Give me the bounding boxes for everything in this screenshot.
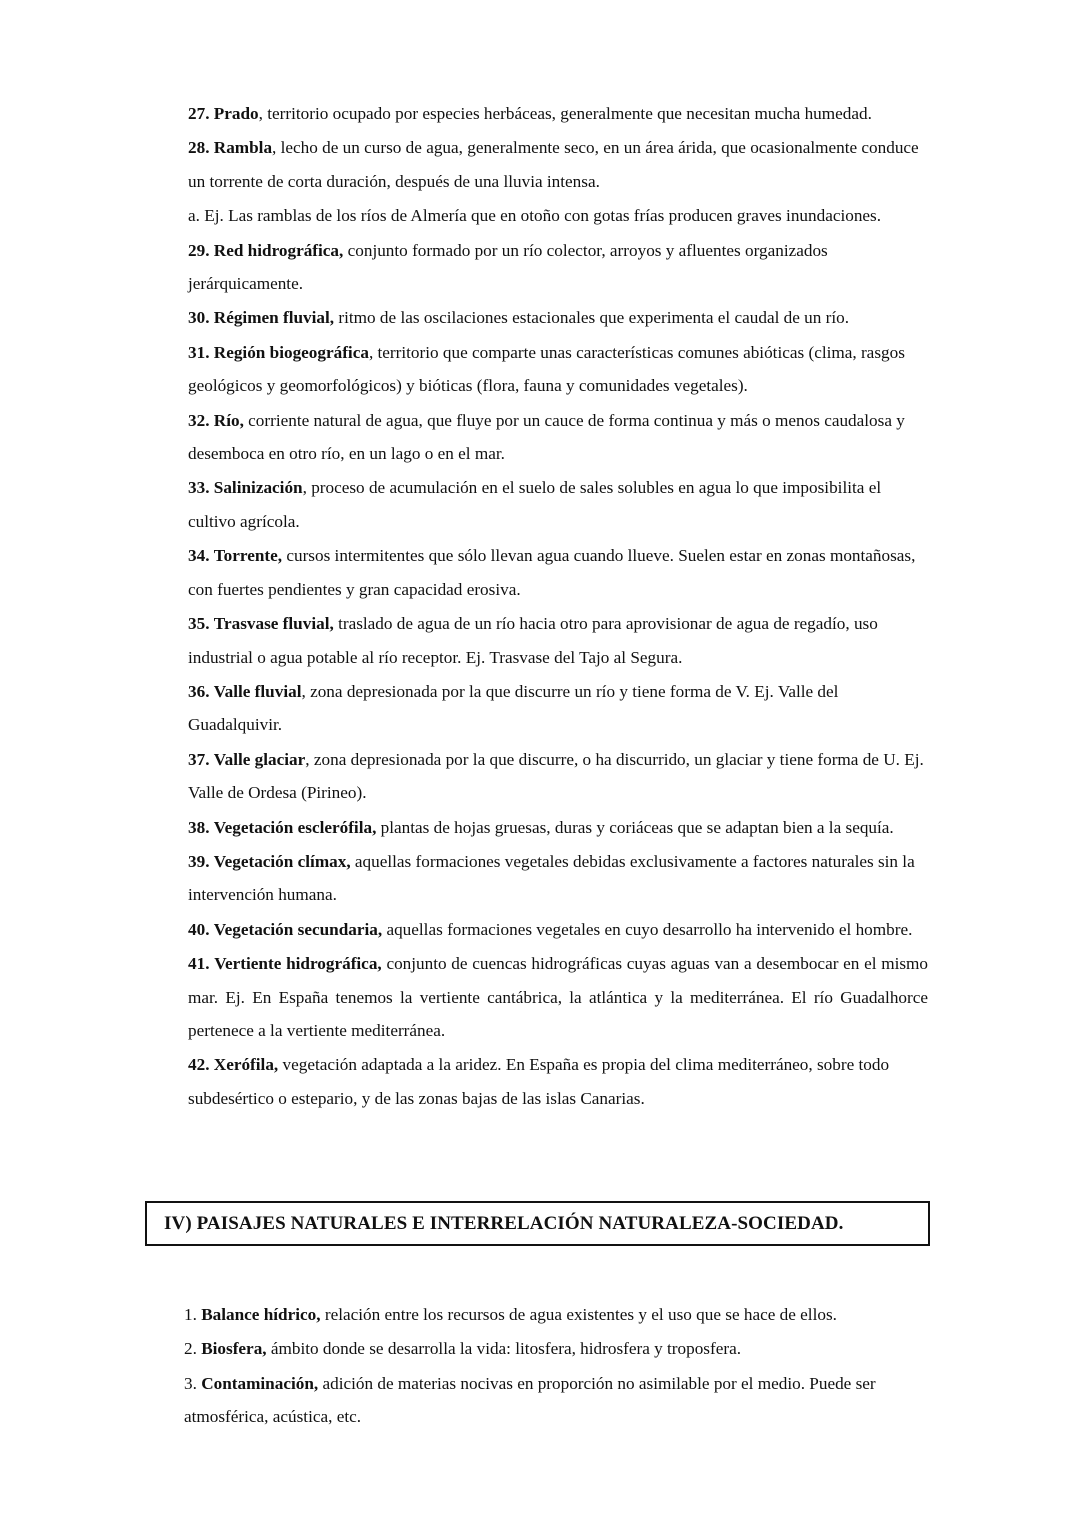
entry-definition: aquellas formaciones vegetales debidas exclusivamente a factores naturales sin la intervención humana. bbox=[188, 851, 915, 905]
entry-term: Vertiente hidrográfica, bbox=[214, 954, 382, 974]
entry-term: Prado bbox=[213, 104, 259, 123]
glossary-entry-39 bbox=[188, 845, 928, 912]
glossary-entry-40 bbox=[188, 913, 928, 946]
entry-definition: traslado de agua de un río hacia otro para aprovisionar de agua de regadío, uso industrial o agua potable al río receptor. Ej. Trasvase del Tajo al Segura. bbox=[188, 614, 878, 667]
entry-definition: cursos intermitentes que sólo llevan agua cuando llueve. Suelen estar en zonas montañosas, con fuertes pendientes y gran capacidad erosiva. bbox=[188, 546, 916, 599]
glossary-entry-28 bbox=[188, 131, 928, 198]
entry-definition: conjunto de cuencas hidrográficas cuyas aguas van a desembocar en el mismo mar. Ej. En España tenemos la vertiente cantábrica, la atlántica y la mediterránea. El río Guadalhorce pertenece a la vertiente mediterránea. bbox=[188, 954, 928, 1040]
entry-number: 41. bbox=[188, 954, 210, 974]
entry-definition: relación entre los recursos de agua existentes y el uso que se hace de ellos. bbox=[320, 1305, 837, 1324]
glossary-entry-37 bbox=[188, 743, 928, 810]
entry-number: 34. bbox=[188, 546, 210, 566]
glossary-entry-31 bbox=[188, 336, 928, 403]
glossary-entry-41 bbox=[188, 947, 928, 1047]
entry-term: Torrente, bbox=[213, 546, 283, 566]
entry-definition: , lecho de un curso de agua, generalmente seco, en un área árida, que ocasionalmente conduce un torrente de corta duración, después de una lluvia intensa. bbox=[188, 138, 919, 191]
entry-number: 37. bbox=[188, 749, 210, 769]
glossary-entry-42 bbox=[188, 1048, 928, 1115]
section-heading-box bbox=[145, 1201, 930, 1246]
entry-number: 28. bbox=[188, 138, 210, 158]
entry-number: 27. bbox=[188, 104, 210, 123]
entry-number: 38. bbox=[188, 817, 210, 837]
entry-term: Región biogeográfica bbox=[213, 342, 369, 362]
glossary-entry-27 bbox=[188, 97, 928, 130]
glossary-entry-34 bbox=[188, 539, 928, 606]
entry-definition: , territorio ocupado por especies herbáceas, generalmente que necesitan mucha humedad. bbox=[258, 104, 872, 123]
entry-term: Contaminación, bbox=[201, 1373, 319, 1393]
entry-number: 2. bbox=[184, 1339, 197, 1359]
section-entry-1 bbox=[184, 1298, 924, 1331]
entry-number: 29. bbox=[188, 240, 210, 260]
section-entry-2 bbox=[184, 1332, 924, 1365]
entry-number: 32. bbox=[188, 410, 210, 430]
entry-definition: , proceso de acumulación en el suelo de sales solubles en agua lo que imposibilita el cultivo agrícola. bbox=[188, 478, 882, 531]
entry-definition: conjunto formado por un río colector, arroyos y afluentes organizados jerárquicamente. bbox=[188, 240, 828, 294]
entry-definition: ámbito donde se desarrolla la vida: litosfera, hidrosfera y troposfera. bbox=[266, 1339, 741, 1359]
entry-term: Vegetación clímax, bbox=[213, 851, 351, 871]
glossary-list bbox=[188, 97, 928, 1116]
entry-definition: ritmo de las oscilaciones estacionales que experimenta el caudal de un río. bbox=[334, 308, 850, 328]
entry-number: 36. bbox=[188, 681, 210, 701]
entry-number: 35. bbox=[188, 614, 210, 634]
entry-term: Xerófila, bbox=[213, 1055, 279, 1075]
entry-definition: a. Ej. Las ramblas de los ríos de Almería que en otoño con gotas frías producen graves inundaciones. bbox=[188, 206, 882, 226]
glossary-entry-33 bbox=[188, 471, 928, 538]
entry-term: Río, bbox=[213, 410, 244, 430]
entry-term: Red hidrográfica, bbox=[213, 240, 344, 260]
glossary-entry-30 bbox=[188, 301, 928, 334]
entry-number: 40. bbox=[188, 919, 210, 939]
entry-number: 30. bbox=[188, 308, 210, 328]
entry-term: Valle fluvial bbox=[213, 681, 302, 701]
glossary-entry-35 bbox=[188, 607, 928, 674]
entry-definition: , zona depresionada por la que discurre un río y tiene forma de V. Ej. Valle del Guadalquivir. bbox=[188, 681, 839, 735]
entry-number: 33. bbox=[188, 478, 210, 498]
section-title: IV) PAISAJES NATURALES E INTERRELACIÓN NATURALEZA-SOCIEDAD. bbox=[164, 1213, 844, 1234]
glossary-entry-38 bbox=[188, 811, 928, 844]
entry-term: Salinización bbox=[213, 478, 303, 498]
entry-term: Rambla bbox=[213, 138, 273, 158]
entry-term: Biosfera, bbox=[201, 1339, 267, 1359]
entry-number: 1. bbox=[184, 1305, 197, 1324]
entry-definition: vegetación adaptada a la aridez. En España es propia del clima mediterráneo, sobre todo subdesértico o estepario, y de las zonas bajas de las islas Canarias. bbox=[188, 1055, 890, 1108]
entry-term: Vegetación secundaria, bbox=[213, 919, 383, 939]
entry-number: 39. bbox=[188, 851, 210, 871]
glossary-example-28a bbox=[188, 199, 928, 232]
entry-term: Vegetación esclerófila, bbox=[213, 817, 377, 837]
entry-number: 31. bbox=[188, 342, 210, 362]
entry-term: Valle glaciar bbox=[213, 749, 306, 769]
section-entry-3 bbox=[184, 1367, 924, 1434]
entry-number: 3. bbox=[184, 1373, 197, 1393]
glossary-entry-32 bbox=[188, 404, 928, 471]
entry-definition: corriente natural de agua, que fluye por un cauce de forma continua y más o menos caudalosa y desemboca en otro río, en un lago o en el mar. bbox=[188, 410, 905, 464]
glossary-entry-29 bbox=[188, 234, 928, 301]
entry-definition: , territorio que comparte unas características comunes abióticas (clima, rasgos geológicos y geomorfológicos) y bióticas (flora, fauna y comunidades vegetales). bbox=[188, 342, 905, 396]
section-glossary-list bbox=[184, 1298, 924, 1435]
entry-term: Régimen fluvial, bbox=[213, 308, 335, 328]
entry-definition: adición de materias nocivas en proporción no asimilable por el medio. Puede ser atmosférica, acústica, etc. bbox=[184, 1373, 876, 1427]
entry-definition: plantas de hojas gruesas, duras y coriáceas que se adaptan bien a la sequía. bbox=[376, 817, 894, 837]
entry-term: Balance hídrico, bbox=[201, 1305, 321, 1324]
entry-definition: aquellas formaciones vegetales en cuyo desarrollo ha intervenido el hombre. bbox=[382, 919, 913, 939]
entry-definition: , zona depresionada por la que discurre, o ha discurrido, un glaciar y tiene forma de U. Ej. Valle de Ordesa (Pirineo). bbox=[188, 749, 924, 803]
glossary-entry-36 bbox=[188, 675, 928, 742]
entry-number: 42. bbox=[188, 1055, 210, 1075]
entry-term: Trasvase fluvial, bbox=[213, 614, 334, 634]
